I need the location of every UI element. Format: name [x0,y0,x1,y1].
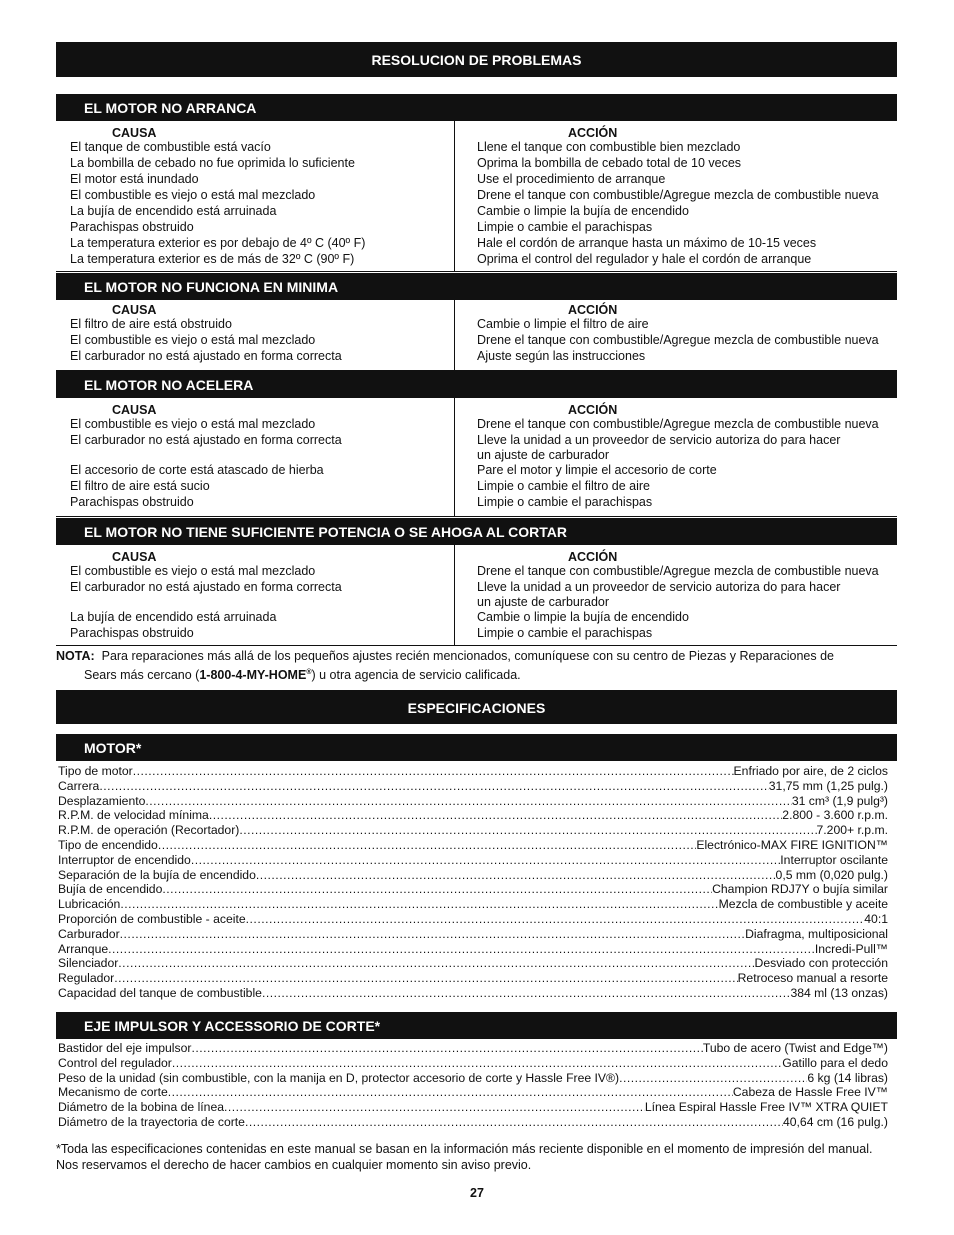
causa-cell: Parachispas obstruido [70,495,194,509]
spec-value: Enfriado por aire, de 2 ciclos [733,764,888,778]
registered-mark: ® [306,668,312,676]
dot-leader [99,779,768,794]
causa-cell: La temperatura exterior es de más de 32º C (90º F) [70,252,355,266]
accion-cell: Ajuste según las instrucciones [477,349,646,363]
causa-cell: El combustible es viejo o está mal mezclado [70,564,316,578]
dot-leader [108,942,815,957]
accion-cell: Drene el tanque con combustible/Agregue mezcla de combustible nueva [477,417,879,431]
causa-header: CAUSA [112,303,157,317]
column-divider [454,121,455,271]
spec-label: Tipo de encendido [58,837,158,852]
spec-label: Peso de la unidad (sin combustible, con la manija en D, protector accesorio de corte y Hassle Free IV®) [58,1070,620,1085]
column-divider [454,545,455,645]
spec-row [58,838,888,853]
dot-leader [245,1115,783,1130]
dot-leader [256,868,776,883]
spec-label: Proporción de combustible - aceite [58,911,246,926]
spec-label: Lubricación [58,897,121,912]
spec-value: Diafragma, multiposicional [745,926,888,941]
spec-row [58,1085,888,1100]
page-number: 27 [470,1186,484,1200]
spec-value: 2.800 - 3.600 r.p.m. [782,808,888,823]
spec-row [58,1115,888,1130]
accion-cell: Drene el tanque con combustible/Agregue mezcla de combustible nueva [477,188,879,202]
accion-cell: Drene el tanque con combustible/Agregue mezcla de combustible nueva [477,333,879,347]
accion-cell: Pare el motor y limpie el accesorio de corte [477,463,717,477]
spec-value: Gatillo para el dedo [782,1055,888,1070]
note-label: NOTA: [56,649,95,663]
accion-cell: Oprima el control del regulador y hale el cordón de arranque [477,252,812,266]
dot-leader [168,1085,733,1100]
specifications-header: ESPECIFICACIONES [56,690,897,724]
spec-value: Línea Espiral Hassle Free IV™ XTRA QUIET [644,1100,888,1115]
accion-cell: Lleve la unidad a un proveedor de servicio autoriza do para hacer un ajuste de carburador [477,433,841,462]
spec-label: R.P.M. de velocidad mínima [58,808,209,823]
dot-leader [191,1041,702,1056]
spec-label: Silenciador [58,956,119,971]
dot-leader [145,794,791,809]
accion-cell: Oprima la bombilla de cebado total de 10 veces [477,156,742,170]
spec-value: 40:1 [864,911,888,926]
spec-value: Cabeza de Hassle Free IV™ [732,1085,888,1100]
spec-row [58,853,888,868]
note-text-line1: Para reparaciones más allá de los pequeños ajustes recién mencionados, comuníquese con su centro de Piezas y Reparaciones de [101,649,834,663]
dot-leader [158,838,697,853]
drive-spec-list [58,1041,888,1130]
accion-cell: Lleve la unidad a un proveedor de servicio autoriza do para hacer un ajuste de carburador [477,580,841,609]
spec-value: 40,64 cm (16 pulg.) [782,1114,888,1129]
spec-row [58,1100,888,1115]
spec-value: Electrónico-MAX FIRE IGNITION™ [696,837,888,852]
spec-row [58,986,888,1001]
causa-cell: El carburador no está ajustado en forma correcta [70,349,342,363]
spec-label: Desplazamiento [58,793,146,808]
causa-cell: El carburador no está ajustado en forma correcta [70,580,342,594]
causa-cell: Parachispas obstruido [70,220,194,234]
spec-value: Tubo de acero (Twist and Edge™) [702,1041,888,1055]
causa-header: CAUSA [112,403,157,417]
dot-leader [191,853,780,868]
dot-leader [262,986,790,1001]
causa-cell: El tanque de combustible está vacío [70,140,271,154]
spec-label: Interruptor de encendido [58,852,191,867]
spec-row [58,823,888,838]
table-no-arranca [56,121,897,272]
causa-header: CAUSA [112,126,157,140]
spec-row [58,868,888,883]
motor-spec-list [58,764,888,1001]
dot-leader [118,956,754,971]
causa-cell: El motor está inundado [70,172,199,186]
table-poca-potencia [56,545,897,646]
accion-cell: Cambie o limpie el filtro de aire [477,317,649,331]
spec-label: Diámetro de la bobina de línea [58,1100,224,1115]
dot-leader [246,912,865,927]
accion-cell: Llene el tanque con combustible bien mezclado [477,140,741,154]
column-divider [454,398,455,516]
spec-label: Carrera [58,778,100,793]
dot-leader [224,1100,645,1115]
spec-row [58,897,888,912]
sears-phone: 1-800-4-MY-HOME [199,667,307,682]
spec-value: 31 cm³ (1,9 pulg³) [791,793,888,808]
spec-row [58,764,888,779]
spec-row [58,971,888,986]
spec-label: Bujía de encendido [58,882,163,897]
dot-leader [619,1071,807,1086]
dot-leader [209,808,782,823]
causa-cell: La bujía de encendido está arruinada [70,610,277,624]
dot-leader [133,764,734,779]
spec-value: Champion RDJ7Y o bujía similar [712,882,888,897]
spec-label: Capacidad del tanque de combustible [58,985,262,1000]
dot-leader [114,971,737,986]
spec-label: R.P.M. de operación (Recortador) [58,823,240,838]
causa-cell: El combustible es viejo o está mal mezclado [70,188,316,202]
spec-label: Diámetro de la trayectoria de corte [58,1114,245,1129]
accion-cell: Limpie o cambie el parachispas [477,220,653,234]
accion-cell: Drene el tanque con combustible/Agregue mezcla de combustible nueva [477,564,879,578]
spec-row [58,1056,888,1071]
causa-cell: El combustible es viejo o está mal mezclado [70,333,316,347]
section-title-motor: MOTOR* [56,734,897,761]
section-title-no-acelera: EL MOTOR NO ACELERA [56,371,897,398]
accion-header: ACCIÓN [568,126,618,140]
table-no-acelera [56,398,897,517]
spec-row [58,956,888,971]
spec-value: Incredi-Pull™ [814,941,888,956]
causa-cell: La bombilla de cebado no fue oprimida lo suficiente [70,156,355,170]
causa-cell: El filtro de aire está obstruido [70,317,232,331]
spec-row [58,927,888,942]
accion-cell: Limpie o cambie el parachispas [477,495,653,509]
note-text-line2b: ) u otra agencia de servicio calificada. [311,667,521,682]
accion-cell: Limpie o cambie el parachispas [477,626,653,640]
causa-cell: El carburador no está ajustado en forma correcta [70,433,342,447]
troubleshooting-header: RESOLUCION DE PROBLEMAS [56,42,897,77]
dot-leader [172,1056,782,1071]
spec-row [58,794,888,809]
spec-row [58,942,888,957]
causa-cell: Parachispas obstruido [70,626,194,640]
spec-row [58,1071,888,1086]
section-title-poca-potencia: EL MOTOR NO TIENE SUFICIENTE POTENCIA O SE AHOGA AL CORTAR [56,518,897,545]
column-divider [454,300,455,370]
causa-cell: El filtro de aire está sucio [70,479,210,493]
causa-cell: La bujía de encendido está arruinada [70,204,277,218]
spec-row [58,808,888,823]
spec-label: Arranque [58,941,109,956]
dot-leader [162,882,712,897]
spec-value: 6 kg (14 libras) [807,1070,888,1085]
accion-header: ACCIÓN [568,303,618,317]
dot-leader [120,927,745,942]
spec-label: Regulador [58,971,115,986]
accion-cell: Use el procedimiento de arranque [477,172,666,186]
accion-header: ACCIÓN [568,550,618,564]
accion-cell: Cambie o limpie la bujía de encendido [477,204,689,218]
section-title-no-funciona-minima: EL MOTOR NO FUNCIONA EN MINIMA [56,273,897,300]
accion-cell: Hale el cordón de arranque hasta un máximo de 10-15 veces [477,236,817,250]
note-text-line2a: Sears más cercano ( [84,667,200,682]
specifications-footnote: *Toda las especificaciones contenidas en este manual se basan en la información más reciente disponible en el momento de impresión del manual. Nos reservamos el derecho de hacer cambios en cualquier momento sin aviso previo. [56,1142,873,1172]
repair-note [56,649,897,683]
section-title-eje-impulsor: EJE IMPULSOR Y ACCESSORIO DE CORTE* [56,1012,897,1039]
causa-header: CAUSA [112,550,157,564]
spec-value: Mezcla de combustible y aceite [718,897,888,912]
spec-label: Control del regulador [58,1055,172,1070]
spec-row [58,882,888,897]
spec-value: 31,75 mm (1,25 pulg.) [768,778,888,793]
table-no-funciona-minima [56,300,897,371]
spec-row [58,1041,888,1056]
spec-value: 7.200+ r.p.m. [816,823,888,838]
spec-label: Separación de la bujía de encendido [58,867,256,882]
accion-cell: Cambie o limpie la bujía de encendido [477,610,689,624]
spec-value: Interruptor oscilante [780,852,888,867]
causa-cell: La temperatura exterior es por debajo de 4º C (40º F) [70,236,366,250]
dot-leader [120,897,718,912]
spec-value: Desviado con protección [754,956,888,971]
accion-cell: Limpie o cambie el filtro de aire [477,479,650,493]
spec-label: Tipo de motor [58,764,133,778]
spec-row [58,779,888,794]
section-title-no-arranca: EL MOTOR NO ARRANCA [56,94,897,121]
spec-value: 384 ml (13 onzas) [790,985,888,1000]
spec-label: Carburador [58,926,120,941]
causa-cell: El accesorio de corte está atascado de hierba [70,463,324,477]
spec-value: Retroceso manual a resorte [737,971,888,986]
accion-header: ACCIÓN [568,403,618,417]
spec-label: Mecanismo de corte [58,1085,168,1100]
dot-leader [239,823,816,838]
causa-cell: El combustible es viejo o está mal mezclado [70,417,316,431]
spec-label: Bastidor del eje impulsor [58,1041,192,1055]
spec-row [58,912,888,927]
spec-value: 0,5 mm (0,020 pulg.) [775,867,888,882]
